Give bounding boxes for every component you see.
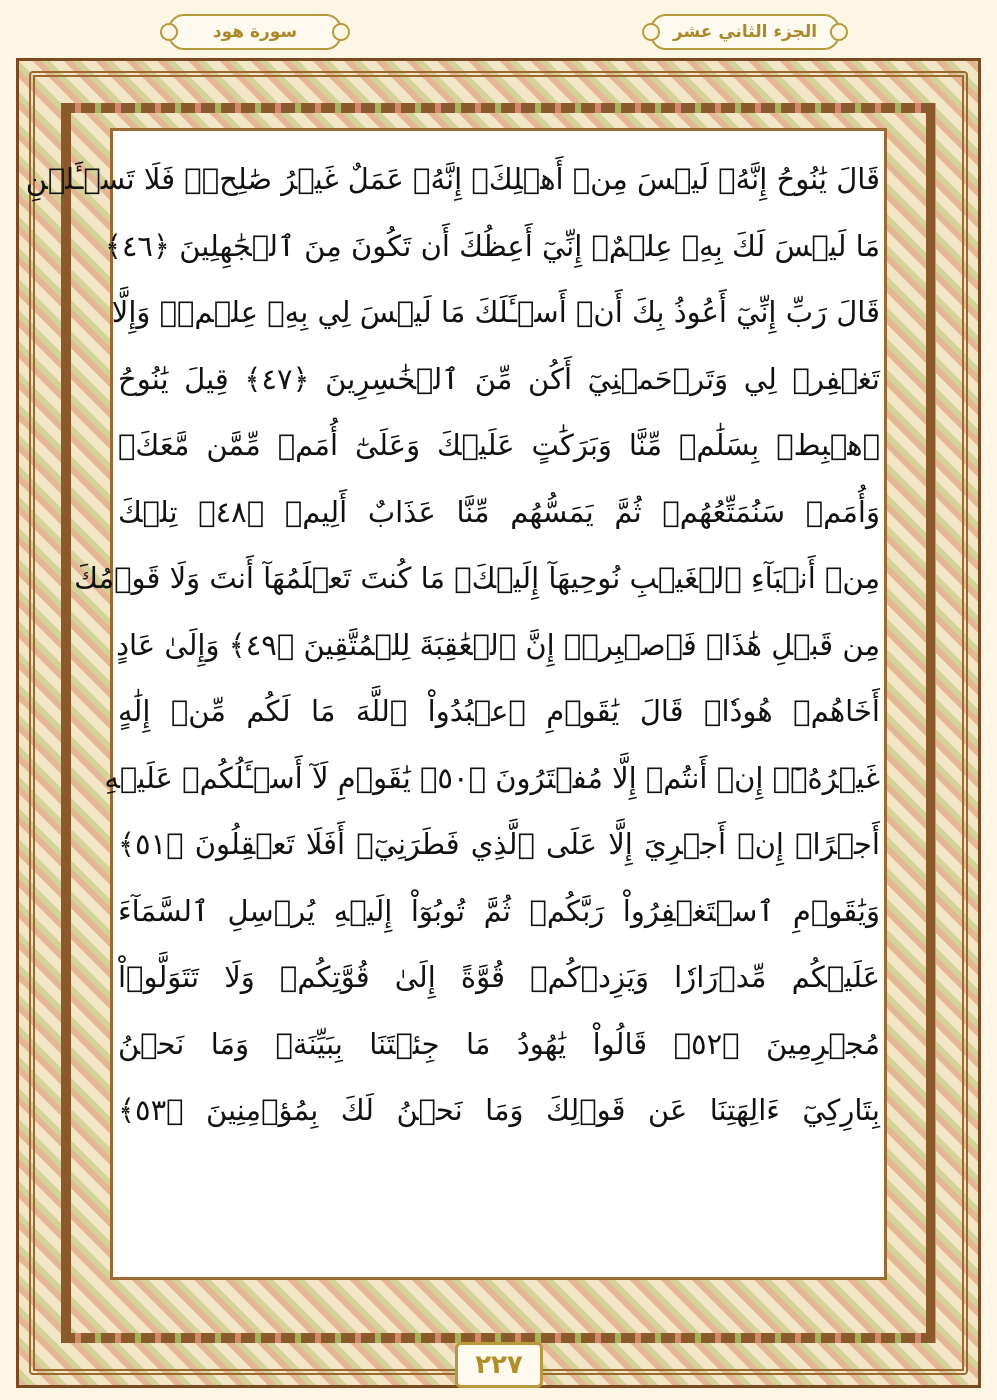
- text-line-2: مَا لَيۡسَ لَكَ بِهِۦ عِلۡمٌۖ إِنِّيٓ أَعِظُكَ أَن تَكُونَ مِنَ ٱلۡجَٰهِلِينَ ﴿٤٦﴾: [104, 228, 880, 263]
- text-line-10: غَيۡرُهُۥٓۖ إِنۡ أَنتُمۡ إِلَّا مُفۡتَرُونَ ﴿٥٠﴾ يَٰقَوۡمِ لَآ أَسۡـَٔلُكُمۡ عَلَيۡهِ: [104, 760, 880, 795]
- text-line-12: وَيَٰقَوۡمِ ٱسۡتَغۡفِرُواْ رَبَّكُمۡ ثُمَّ تُوبُوٓاْ إِلَيۡهِ يُرۡسِلِ ٱلسَّمَآءَ: [118, 893, 880, 928]
- text-line-11: أَجۡرًاۖ إِنۡ أَجۡرِيَ إِلَّا عَلَى ٱلَّذِي فَطَرَنِيٓۚ أَفَلَا تَعۡقِلُونَ ﴿٥١﴾: [118, 827, 880, 861]
- text-line-6: وَأُمَمٞ سَنُمَتِّعُهُمۡ ثُمَّ يَمَسُّهُم مِّنَّا عَذَابٌ أَلِيمٞ ﴿٤٨﴾ تِلۡكَ: [118, 494, 880, 529]
- text-line-8: مِن قَبۡلِ هَٰذَاۖ فَٱصۡبِرۡۖ إِنَّ ٱلۡعَٰقِبَةَ لِلۡمُتَّقِينَ ﴿٤٩﴾ وَإِلَىٰ عَادٍ: [116, 627, 880, 662]
- text-line-15: بِتَارِكِيٓ ءَالِهَتِنَا عَن قَوۡلِكَ وَمَا نَحۡنُ لَكَ بِمُؤۡمِنِينَ ﴿٥٣﴾: [118, 1093, 880, 1127]
- page-number-text: ٢٢٧: [475, 1350, 523, 1380]
- surah-label: [168, 14, 342, 50]
- text-line-5: ٱهۡبِطۡ بِسَلَٰمٖ مِّنَّا وَبَرَكَٰتٍ عَلَيۡكَ وَعَلَىٰٓ أُمَمٖ مِّمَّن مَّعَكَۚ: [118, 428, 880, 462]
- juz-label: [650, 14, 840, 50]
- page-number: [455, 1342, 543, 1388]
- text-line-14: مُجۡرِمِينَ ﴿٥٢﴾ قَالُواْ يَٰهُودُ مَا جِئۡتَنَا بِبَيِّنَةٖ وَمَا نَحۡنُ: [118, 1026, 881, 1061]
- text-line-3: قَالَ رَبِّ إِنِّيٓ أَعُوذُ بِكَ أَنۡ أَسۡـَٔلَكَ مَا لَيۡسَ لِي بِهِۦ عِلۡمٞۖ وَإِلَّا: [111, 295, 880, 329]
- text-line-7: مِنۡ أَنۢبَآءِ ٱلۡغَيۡبِ نُوحِيهَآ إِلَيۡكَۖ مَا كُنتَ تَعۡلَمُهَآ أَنتَ وَلَا قَوۡمُكَ: [74, 561, 880, 595]
- text-line-4: تَغۡفِرۡ لِي وَتَرۡحَمۡنِيٓ أَكُن مِّنَ ٱلۡخَٰسِرِينَ ﴿٤٧﴾ قِيلَ يَٰنُوحُ: [118, 361, 880, 396]
- quran-text: [25, 146, 881, 1144]
- surah-label-text: سورة هود: [212, 22, 298, 42]
- juz-label-text: الجزء الثاني عشر: [672, 22, 818, 42]
- text-line-1: قَالَ يَٰنُوحُ إِنَّهُۥ لَيۡسَ مِنۡ أَهۡلِكَۖ إِنَّهُۥ عَمَلٌ غَيۡرُ صَٰلِحٖۖ فَلَا تَسۡـَٔلۡنِ: [25, 162, 880, 196]
- text-line-9: أَخَاهُمۡ هُودٗاۚ قَالَ يَٰقَوۡمِ ٱعۡبُدُواْ ٱللَّهَ مَا لَكُم مِّنۡ إِلَٰهٍ: [118, 694, 880, 728]
- text-line-13: عَلَيۡكُم مِّدۡرَارٗا وَيَزِدۡكُمۡ قُوَّةً إِلَىٰ قُوَّتِكُمۡ وَلَا تَتَوَلَّوۡاْ: [118, 960, 880, 994]
